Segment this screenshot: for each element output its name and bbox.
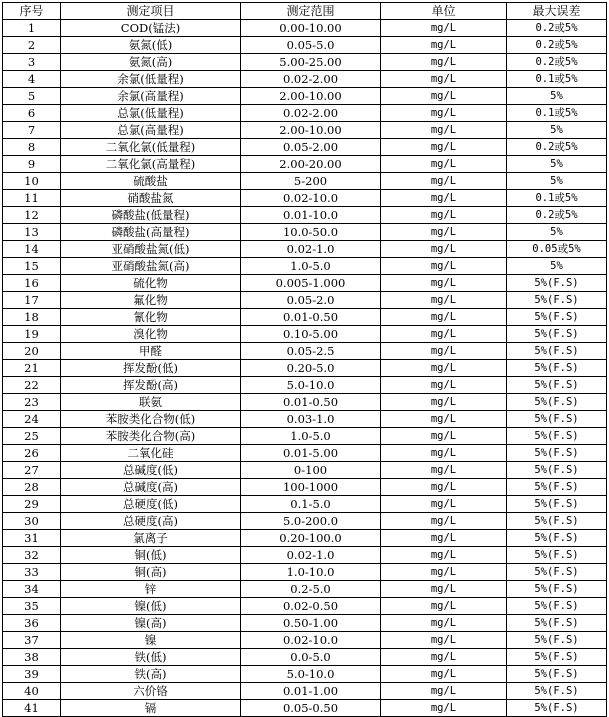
cell-unit: mg/L — [381, 496, 507, 513]
cell-index: 27 — [3, 462, 61, 479]
cell-range: 0.01-10.0 — [241, 207, 381, 224]
cell-unit: mg/L — [381, 428, 507, 445]
table-row — [3, 394, 607, 411]
cell-range: 0.01-0.50 — [241, 309, 381, 326]
col-header-unit: 单位 — [381, 3, 507, 20]
cell-index: 24 — [3, 411, 61, 428]
cell-unit: mg/L — [381, 292, 507, 309]
cell-item: 二氧化硅 — [61, 445, 241, 462]
cell-max-error: 0.2或5% — [507, 54, 607, 71]
table-body — [3, 20, 607, 717]
cell-max-error: 5%(F.S) — [507, 360, 607, 377]
cell-item: 氰化物 — [61, 309, 241, 326]
cell-unit: mg/L — [381, 343, 507, 360]
cell-max-error: 0.2或5% — [507, 207, 607, 224]
cell-range: 0.20-100.0 — [241, 530, 381, 547]
table-row — [3, 598, 607, 615]
cell-range: 0.01-5.00 — [241, 445, 381, 462]
table-row — [3, 105, 607, 122]
cell-range: 0.02-1.0 — [241, 547, 381, 564]
cell-index: 33 — [3, 564, 61, 581]
cell-unit: mg/L — [381, 700, 507, 717]
table-row — [3, 683, 607, 700]
cell-unit: mg/L — [381, 615, 507, 632]
col-header-range: 测定范围 — [241, 3, 381, 20]
cell-range: 0.00-10.00 — [241, 20, 381, 37]
cell-item: 溴化物 — [61, 326, 241, 343]
cell-max-error: 0.05或5% — [507, 241, 607, 258]
cell-index: 32 — [3, 547, 61, 564]
table-row — [3, 496, 607, 513]
cell-range: 0.05-2.5 — [241, 343, 381, 360]
cell-item: 镉 — [61, 700, 241, 717]
table-row — [3, 37, 607, 54]
cell-unit: mg/L — [381, 598, 507, 615]
cell-index: 28 — [3, 479, 61, 496]
cell-item: 甲醛 — [61, 343, 241, 360]
cell-item: 铁(低) — [61, 649, 241, 666]
cell-range: 0.05-2.00 — [241, 139, 381, 156]
cell-unit: mg/L — [381, 258, 507, 275]
cell-item: 总碱度(低) — [61, 462, 241, 479]
cell-unit: mg/L — [381, 224, 507, 241]
table-row — [3, 411, 607, 428]
cell-item: 铜(低) — [61, 547, 241, 564]
cell-index: 4 — [3, 71, 61, 88]
cell-max-error: 5%(F.S) — [507, 615, 607, 632]
table-row — [3, 700, 607, 717]
cell-item: 总硬度(高) — [61, 513, 241, 530]
table-row — [3, 479, 607, 496]
cell-item: 铁(高) — [61, 666, 241, 683]
cell-item: 余氯(高量程) — [61, 88, 241, 105]
cell-unit: mg/L — [381, 513, 507, 530]
cell-unit: mg/L — [381, 326, 507, 343]
cell-range: 0.0-5.0 — [241, 649, 381, 666]
cell-index: 15 — [3, 258, 61, 275]
cell-unit: mg/L — [381, 88, 507, 105]
cell-item: 铜(高) — [61, 564, 241, 581]
table-row — [3, 88, 607, 105]
cell-item: 氨氮(低) — [61, 37, 241, 54]
cell-max-error: 5% — [507, 224, 607, 241]
cell-unit: mg/L — [381, 649, 507, 666]
cell-max-error: 5% — [507, 173, 607, 190]
cell-unit: mg/L — [381, 377, 507, 394]
cell-max-error: 5% — [507, 122, 607, 139]
cell-item: 挥发酚(高) — [61, 377, 241, 394]
cell-range: 0.03-1.0 — [241, 411, 381, 428]
cell-item: 联氨 — [61, 394, 241, 411]
cell-index: 18 — [3, 309, 61, 326]
cell-max-error: 5%(F.S) — [507, 292, 607, 309]
col-header-max-error: 最大误差 — [507, 3, 607, 20]
col-header-index: 序号 — [3, 3, 61, 20]
col-header-item: 测定项目 — [61, 3, 241, 20]
cell-index: 39 — [3, 666, 61, 683]
cell-max-error: 5%(F.S) — [507, 564, 607, 581]
cell-max-error: 5%(F.S) — [507, 700, 607, 717]
cell-range: 5.0-10.0 — [241, 666, 381, 683]
cell-unit: mg/L — [381, 139, 507, 156]
cell-range: 0.02-0.50 — [241, 598, 381, 615]
table-row — [3, 649, 607, 666]
cell-unit: mg/L — [381, 241, 507, 258]
cell-range: 1.0-10.0 — [241, 564, 381, 581]
cell-unit: mg/L — [381, 156, 507, 173]
cell-range: 1.0-5.0 — [241, 428, 381, 445]
cell-unit: mg/L — [381, 530, 507, 547]
cell-max-error: 0.1或5% — [507, 105, 607, 122]
cell-max-error: 5%(F.S) — [507, 326, 607, 343]
cell-unit: mg/L — [381, 275, 507, 292]
cell-index: 40 — [3, 683, 61, 700]
cell-item: 总硬度(低) — [61, 496, 241, 513]
cell-max-error: 5%(F.S) — [507, 275, 607, 292]
cell-index: 8 — [3, 139, 61, 156]
cell-index: 20 — [3, 343, 61, 360]
cell-range: 0.02-1.0 — [241, 241, 381, 258]
table-row — [3, 462, 607, 479]
table-row — [3, 615, 607, 632]
table-row — [3, 173, 607, 190]
cell-index: 17 — [3, 292, 61, 309]
table-row — [3, 513, 607, 530]
cell-unit: mg/L — [381, 564, 507, 581]
cell-index: 34 — [3, 581, 61, 598]
cell-index: 12 — [3, 207, 61, 224]
table-row — [3, 564, 607, 581]
cell-max-error: 5%(F.S) — [507, 445, 607, 462]
table-row — [3, 122, 607, 139]
cell-item: 二氧化氯(高量程) — [61, 156, 241, 173]
cell-index: 25 — [3, 428, 61, 445]
cell-range: 5.0-200.0 — [241, 513, 381, 530]
table-row — [3, 547, 607, 564]
cell-max-error: 0.1或5% — [507, 190, 607, 207]
cell-index: 13 — [3, 224, 61, 241]
cell-range: 0.01-1.00 — [241, 683, 381, 700]
cell-max-error: 0.2或5% — [507, 37, 607, 54]
cell-item: 亚硝酸盐氮(高) — [61, 258, 241, 275]
cell-max-error: 5%(F.S) — [507, 666, 607, 683]
cell-unit: mg/L — [381, 411, 507, 428]
cell-range: 5.0-10.0 — [241, 377, 381, 394]
cell-index: 6 — [3, 105, 61, 122]
cell-range: 0-100 — [241, 462, 381, 479]
cell-item: 余氯(低量程) — [61, 71, 241, 88]
cell-unit: mg/L — [381, 666, 507, 683]
table-row — [3, 156, 607, 173]
cell-range: 2.00-10.00 — [241, 88, 381, 105]
cell-unit: mg/L — [381, 309, 507, 326]
cell-item: 亚硝酸盐氮(低) — [61, 241, 241, 258]
table-row — [3, 309, 607, 326]
cell-item: 硫化物 — [61, 275, 241, 292]
cell-index: 37 — [3, 632, 61, 649]
cell-item: 锌 — [61, 581, 241, 598]
cell-unit: mg/L — [381, 581, 507, 598]
cell-max-error: 5%(F.S) — [507, 411, 607, 428]
cell-index: 9 — [3, 156, 61, 173]
cell-max-error: 5%(F.S) — [507, 428, 607, 445]
cell-unit: mg/L — [381, 71, 507, 88]
cell-item: 氟化物 — [61, 292, 241, 309]
cell-index: 29 — [3, 496, 61, 513]
table-row — [3, 20, 607, 37]
cell-max-error: 5%(F.S) — [507, 394, 607, 411]
cell-item: 硫酸盐 — [61, 173, 241, 190]
cell-max-error: 0.2或5% — [507, 139, 607, 156]
cell-index: 5 — [3, 88, 61, 105]
cell-max-error: 5%(F.S) — [507, 598, 607, 615]
cell-max-error: 5%(F.S) — [507, 632, 607, 649]
cell-index: 14 — [3, 241, 61, 258]
cell-max-error: 5%(F.S) — [507, 343, 607, 360]
cell-range: 0.20-5.0 — [241, 360, 381, 377]
cell-index: 30 — [3, 513, 61, 530]
table-row — [3, 326, 607, 343]
cell-unit: mg/L — [381, 632, 507, 649]
table-row — [3, 666, 607, 683]
cell-index: 23 — [3, 394, 61, 411]
measurement-table — [2, 2, 607, 717]
cell-max-error: 5%(F.S) — [507, 581, 607, 598]
cell-unit: mg/L — [381, 394, 507, 411]
cell-max-error: 5%(F.S) — [507, 309, 607, 326]
cell-index: 19 — [3, 326, 61, 343]
cell-index: 26 — [3, 445, 61, 462]
cell-unit: mg/L — [381, 462, 507, 479]
cell-range: 0.05-2.0 — [241, 292, 381, 309]
cell-range: 0.01-0.50 — [241, 394, 381, 411]
table-header-row — [3, 3, 607, 20]
cell-index: 31 — [3, 530, 61, 547]
cell-item: 氨氮(高) — [61, 54, 241, 71]
cell-range: 0.05-5.0 — [241, 37, 381, 54]
cell-max-error: 5% — [507, 88, 607, 105]
cell-item: 六价铬 — [61, 683, 241, 700]
cell-item: 挥发酚(低) — [61, 360, 241, 377]
cell-index: 21 — [3, 360, 61, 377]
cell-max-error: 5% — [507, 258, 607, 275]
cell-index: 11 — [3, 190, 61, 207]
cell-item: 镍(高) — [61, 615, 241, 632]
cell-index: 22 — [3, 377, 61, 394]
cell-unit: mg/L — [381, 207, 507, 224]
cell-max-error: 0.2或5% — [507, 20, 607, 37]
cell-range: 5.00-25.00 — [241, 54, 381, 71]
cell-item: 苯胺类化合物(高) — [61, 428, 241, 445]
cell-item: 硝酸盐氮 — [61, 190, 241, 207]
cell-range: 2.00-10.00 — [241, 122, 381, 139]
cell-item: 总碱度(高) — [61, 479, 241, 496]
cell-unit: mg/L — [381, 37, 507, 54]
cell-unit: mg/L — [381, 547, 507, 564]
cell-index: 7 — [3, 122, 61, 139]
cell-index: 3 — [3, 54, 61, 71]
cell-unit: mg/L — [381, 173, 507, 190]
cell-max-error: 5%(F.S) — [507, 479, 607, 496]
cell-unit: mg/L — [381, 20, 507, 37]
cell-item: 磷酸盐(高量程) — [61, 224, 241, 241]
cell-max-error: 5%(F.S) — [507, 513, 607, 530]
cell-range: 0.50-1.00 — [241, 615, 381, 632]
cell-unit: mg/L — [381, 190, 507, 207]
cell-max-error: 5%(F.S) — [507, 649, 607, 666]
table-row — [3, 241, 607, 258]
cell-max-error: 5%(F.S) — [507, 547, 607, 564]
table-row — [3, 428, 607, 445]
cell-item: 镍(低) — [61, 598, 241, 615]
table-row — [3, 445, 607, 462]
table-row — [3, 530, 607, 547]
cell-item: 总氯(高量程) — [61, 122, 241, 139]
cell-index: 36 — [3, 615, 61, 632]
table-row — [3, 190, 607, 207]
cell-index: 1 — [3, 20, 61, 37]
cell-range: 0.02-10.0 — [241, 632, 381, 649]
cell-range: 5-200 — [241, 173, 381, 190]
cell-unit: mg/L — [381, 479, 507, 496]
cell-item: 镍 — [61, 632, 241, 649]
cell-index: 38 — [3, 649, 61, 666]
table-row — [3, 54, 607, 71]
table-row — [3, 360, 607, 377]
cell-range: 2.00-20.00 — [241, 156, 381, 173]
table-row — [3, 258, 607, 275]
table-row — [3, 581, 607, 598]
cell-range: 1.0-5.0 — [241, 258, 381, 275]
cell-range: 0.1-5.0 — [241, 496, 381, 513]
cell-unit: mg/L — [381, 360, 507, 377]
cell-range: 0.05-0.50 — [241, 700, 381, 717]
cell-unit: mg/L — [381, 105, 507, 122]
cell-range: 0.02-2.00 — [241, 71, 381, 88]
cell-max-error: 5%(F.S) — [507, 377, 607, 394]
cell-item: 氯离子 — [61, 530, 241, 547]
cell-index: 35 — [3, 598, 61, 615]
cell-unit: mg/L — [381, 683, 507, 700]
table-row — [3, 343, 607, 360]
cell-range: 0.2-5.0 — [241, 581, 381, 598]
table-row — [3, 292, 607, 309]
cell-index: 10 — [3, 173, 61, 190]
table-row — [3, 275, 607, 292]
cell-range: 0.02-10.0 — [241, 190, 381, 207]
cell-range: 0.02-2.00 — [241, 105, 381, 122]
cell-item: 磷酸盐(低量程) — [61, 207, 241, 224]
cell-item: 苯胺类化合物(低) — [61, 411, 241, 428]
cell-unit: mg/L — [381, 54, 507, 71]
cell-item: COD(锰法) — [61, 20, 241, 37]
table-row — [3, 632, 607, 649]
cell-index: 16 — [3, 275, 61, 292]
cell-max-error: 0.1或5% — [507, 71, 607, 88]
cell-max-error: 5%(F.S) — [507, 496, 607, 513]
cell-range: 0.10-5.00 — [241, 326, 381, 343]
cell-unit: mg/L — [381, 122, 507, 139]
cell-max-error: 5% — [507, 156, 607, 173]
cell-max-error: 5%(F.S) — [507, 683, 607, 700]
table-row — [3, 207, 607, 224]
table-row — [3, 377, 607, 394]
cell-index: 41 — [3, 700, 61, 717]
table-row — [3, 224, 607, 241]
cell-item: 二氧化氯(低量程) — [61, 139, 241, 156]
cell-range: 10.0-50.0 — [241, 224, 381, 241]
cell-range: 0.005-1.000 — [241, 275, 381, 292]
cell-range: 100-1000 — [241, 479, 381, 496]
cell-index: 2 — [3, 37, 61, 54]
table-row — [3, 71, 607, 88]
cell-item: 总氯(低量程) — [61, 105, 241, 122]
cell-max-error: 5%(F.S) — [507, 530, 607, 547]
cell-unit: mg/L — [381, 445, 507, 462]
table-row — [3, 139, 607, 156]
cell-max-error: 5%(F.S) — [507, 462, 607, 479]
